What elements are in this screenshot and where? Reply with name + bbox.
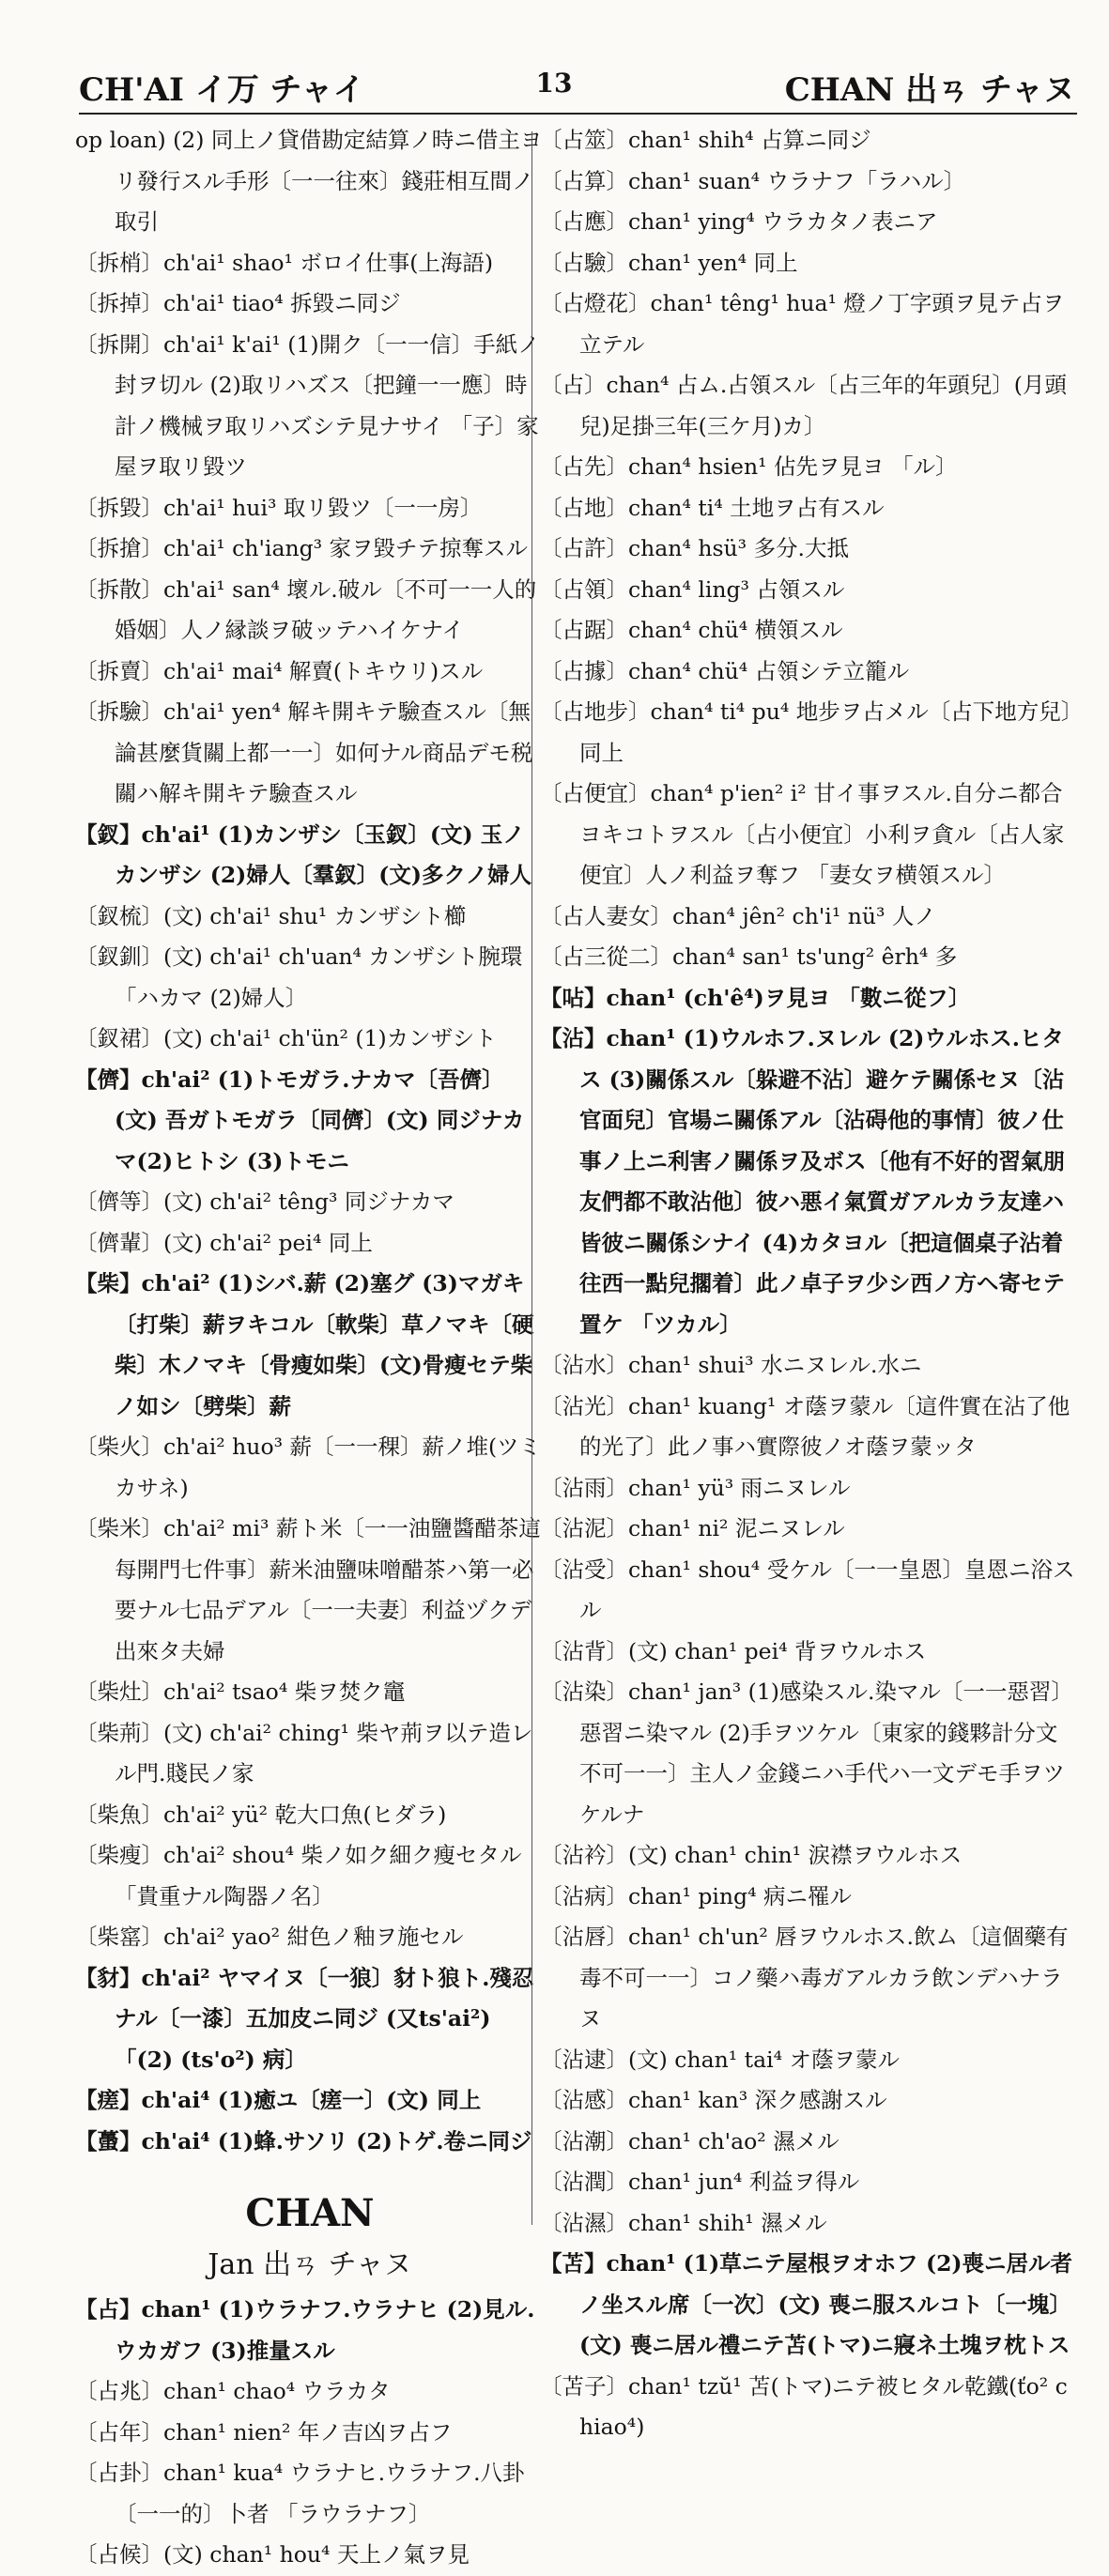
compound-entry: 〔儕等〕(文) ch'ai² têng³ 同ジナカマ xyxy=(75,1188,454,1215)
headword-entry: 【占】chan¹ (1)ウラナフ.ウラナヒ (2)見ル.ウカガフ (3)推量スル xyxy=(75,2296,535,2364)
compound-entry: 〔占驗〕chan¹ yen⁴ 同上 xyxy=(540,249,798,276)
compound-entry: 〔沾感〕chan¹ kan³ 深ク感謝スル xyxy=(540,2087,887,2113)
compound-entry: 〔沾泥〕chan¹ ni² 泥ニヌレル xyxy=(540,1515,845,1541)
right-column xyxy=(540,120,1077,2448)
compound-entry: 〔拆賣〕ch'ai¹ mai⁴ 解賣(トキウリ)スル xyxy=(75,657,484,684)
compound-entry: 〔苫子〕chan¹ tzŭ¹ 苫(トマ)ニテ被ヒタル乾鐵(ťo² chiao⁴) xyxy=(540,2372,1068,2440)
left-column xyxy=(75,120,545,2576)
headword-entry: 【瘥】ch'ai⁴ (1)癒ユ〔瘥一〕(文) 同上 xyxy=(75,2087,482,2113)
compound-entry: 〔占應〕chan¹ ying⁴ ウラカタノ表ニア xyxy=(540,208,938,235)
compound-entry: op loan) (2) 同上ノ貸借勘定結算ノ時ニ借主ヨリ發行スル手形〔一一往來〕錢莊相互間ノ取引 xyxy=(75,127,543,235)
compound-entry: 〔沾潮〕chan¹ ch'ao² 濕メル xyxy=(540,2127,839,2154)
headword-entry: 【沾】chan¹ (1)ウルホフ.ヌレル (2)ウルホス.ヒタス (3)關係スル〔躲避不沾〕避ケテ關係セヌ〔沾官面兒〕官場ニ關係アル〔沾碍他的事情〕彼ノ仕事ノ上ニ利害ノ關係ヲ及ボス〔他有不好的習氣朋友們都不敢沾他〕彼ハ悪イ氣質ガアルカラ友達ハ皆彼ニ關係シナイ (4)カタヨル〔把這個桌子沾着往西一點兒擱着〕此ノ卓子ヲ少シ西ノ方ヘ寄セテ置ケ 「ツカル〕 xyxy=(540,1025,1065,1338)
compound-entry: 〔占筮〕chan¹ shih⁴ 占算ニ同ジ xyxy=(540,127,871,153)
compound-entry: 〔柴荊〕(文) ch'ai² ching¹ 柴ヤ荊ヲ以テ造レル門.賤民ノ家 xyxy=(75,1719,533,1786)
left-entries-after xyxy=(75,2290,545,2576)
compound-entry: 〔柴瘦〕ch'ai² shou⁴ 柴ノ如ク細ク瘦セタル 「貴重ナル陶器ノ名〕 xyxy=(75,1842,522,1909)
compound-entry: 〔拆驗〕ch'ai¹ yen⁴ 解キ開キテ驗查スル〔無論甚麼貨關上都一一〕如何ナル商品デモ税關ハ解キ開キテ驗查スル xyxy=(75,698,533,806)
header-rule xyxy=(79,113,1077,115)
compound-entry: 〔占算〕chan¹ suan⁴ ウラナフ「ラハル〕 xyxy=(540,167,966,194)
compound-entry: 〔沾受〕chan¹ shou⁴ 受ケル〔一一皇恩〕皇恩ニ浴スル xyxy=(540,1556,1075,1623)
compound-entry: 〔拆開〕ch'ai¹ k'ai¹ (1)開ク〔一一信〕手紙ノ封ヲ切ル (2)取リハズス〔把鐘一一應〕時計ノ機械ヲ取リハズシテ見ナサイ 「子〕家屋ヲ取リ毀ツ xyxy=(75,330,540,480)
compound-entry: 〔占領〕chan⁴ ling³ 占領スル xyxy=(540,575,845,603)
compound-entry: 〔占據〕chan⁴ chü⁴ 占領シテ立籠ル xyxy=(540,657,910,684)
compound-entry: 〔占〕chan⁴ 占ム.占領スル〔占三年的年頭兒〕(月頭兒)足掛三年(三ケ月)カ〕 xyxy=(540,372,1067,439)
headword-entry: 【豺】ch'ai² ヤマイヌ〔一狼〕豺ト狼ト.殘忍ナル〔一漆〕五加皮ニ同ジ (又ts'ai²) 「(2) (ts'o²) 病〕 xyxy=(75,1964,534,2073)
headword-entry: 【柴】ch'ai² (1)シバ.薪 (2)塞グ (3)マガキ 〔打柴〕薪ヲキコル〔軟柴〕草ノマキ〔硬柴〕木ノマキ〔骨瘦如柴〕(文)骨瘦セテ柴ノ如シ〔劈柴〕薪 xyxy=(75,1270,534,1419)
compound-entry: 〔沾潤〕chan¹ jun⁴ 利益ヲ得ル xyxy=(540,2169,860,2195)
compound-entry: 〔沾光〕chan¹ kuang¹ オ蔭ヲ蒙ル〔這件實在沾了他的光了〕此ノ事ハ實際彼ノオ蔭ヲ蒙ッタ xyxy=(540,1392,1070,1460)
compound-entry: 〔沾染〕chan¹ jan³ (1)感染スル.染マル〔一一惡習〕惡習ニ染マル (2)手ヲツケル〔東家的錢夥計分文不可一一〕主人ノ金錢ニハ手代ハ一文デモ手ヲツケルナ xyxy=(540,1679,1073,1828)
headword-entry: 【儕】ch'ai² (1)トモガラ.ナカマ〔吾儕〕(文) 吾ガトモガラ〔同儕〕(文) 同ジナカマ(2)ヒトシ (3)トモニ xyxy=(75,1066,525,1174)
compound-entry: 〔沾雨〕chan¹ yü³ 雨ニヌレル xyxy=(540,1474,851,1501)
compound-entry: 〔占便宜〕chan⁴ p'ien² i² 甘イ事ヲスル.自分ニ都合ヨキコトヲスル〔占小便宜〕小利ヲ貪ル〔占人家便宜〕人ノ利益ヲ奪フ 「妻女ヲ横領スル〕 xyxy=(540,780,1065,888)
compound-entry: 〔沾背〕(文) chan¹ pei⁴ 背ヲウルホス xyxy=(540,1637,927,1664)
compound-entry: 〔柴米〕ch'ai² mi³ 薪ト米〔一一油鹽醬醋茶這每開門七件事〕薪米油鹽味噌醋茶ハ第一必要ナル七品デアル〔一一夫妻〕利益ヅクデ出來タ夫婦 xyxy=(75,1515,541,1664)
section-subtitle: Jan 出ㄢ チャヌ xyxy=(208,2248,412,2281)
column-divider xyxy=(531,131,532,2225)
compound-entry: 〔占兆〕chan¹ chao⁴ ウラカタ xyxy=(75,2378,391,2404)
compound-entry: 〔拆掉〕ch'ai¹ tiao⁴ 拆毀ニ同ジ xyxy=(75,290,401,316)
compound-entry: 〔釵釧〕(文) ch'ai¹ ch'uan⁴ カンザシト腕環 「ハカマ (2)婦人〕 xyxy=(75,943,523,1011)
compound-entry: 〔柴窰〕ch'ai² yao² 紺色ノ釉ヲ施セル xyxy=(75,1924,464,1950)
compound-entry: 〔沾病〕chan¹ ping⁴ 病ニ罹ル xyxy=(540,1882,852,1909)
compound-entry: 〔占許〕chan⁴ hsü³ 多分.大抵 xyxy=(540,535,850,561)
compound-entry: 〔沾逮〕(文) chan¹ tai⁴ オ蔭ヲ蒙ル xyxy=(540,2046,900,2073)
compound-entry: 〔柴火〕ch'ai² huo³ 薪〔一一稞〕薪ノ堆(ツミカサネ) xyxy=(75,1434,542,1501)
compound-entry: 〔柴灶〕ch'ai² tsao⁴ 柴ヲ焚ク竈 xyxy=(75,1679,406,1705)
page-number: 13 xyxy=(535,68,573,99)
compound-entry: 〔占三從二〕chan⁴ san¹ ts'ung² êrh⁴ 多 xyxy=(540,943,958,970)
compound-entry: 〔沾衿〕(文) chan¹ chin¹ 涙襟ヲウルホス xyxy=(540,1842,963,1868)
compound-entry: 〔占年〕chan¹ nien² 年ノ吉凶ヲ占フ xyxy=(75,2418,453,2446)
running-header-right: CHAN 出ㄢ チャヌ xyxy=(784,71,1075,109)
headword-entry: 【蠆】ch'ai⁴ (1)蜂.サソリ (2)トゲ.卷ニ同ジ xyxy=(75,2127,532,2154)
compound-entry: 〔拆毀〕ch'ai¹ hui³ 取リ毀ツ〔一一房〕 xyxy=(75,494,483,521)
compound-entry: 〔占地〕chan⁴ ti⁴ 土地ヲ占有スル xyxy=(540,494,885,521)
right-entries xyxy=(540,120,1077,2448)
headword-entry: 【苫】chan¹ (1)草ニテ屋根ヲオホフ (2)喪ニ居ル者ノ坐スル席〔一次〕(文) 喪ニ服スルコト〔一塊〕(文) 喪ニ居ル禮ニテ苫(トマ)ニ寢ネ土塊ヲ枕トス xyxy=(540,2250,1073,2358)
compound-entry: 〔釵梳〕(文) ch'ai¹ shu¹ カンザシト櫛 xyxy=(75,902,467,929)
compound-entry: 〔柴魚〕ch'ai² yü² 乾大口魚(ヒダラ) xyxy=(75,1801,447,1828)
compound-entry: 〔沾唇〕chan¹ ch'un² 唇ヲウルホス.飲ム〔這個藥有毒不可一一〕コノ藥ハ毒ガアルカラ飲ンデハナラヌ xyxy=(540,1924,1069,2032)
compound-entry: 〔占候〕(文) chan¹ hou⁴ 天上ノ氣ヲ見 xyxy=(75,2541,470,2568)
compound-entry: 〔占踞〕chan⁴ chü⁴ 横領スル xyxy=(540,617,843,643)
headword-entry: 【呫】chan¹ (ch'ê⁴)ヲ見ヨ 「數ニ從フ〕 xyxy=(540,984,971,1011)
compound-entry: 〔釵裙〕(文) ch'ai¹ ch'ün² (1)カンザシト xyxy=(75,1025,497,1051)
compound-entry: 〔占先〕chan⁴ hsien¹ 佔先ヲ見ヨ 「ル〕 xyxy=(540,453,958,480)
compound-entry: 〔拆梢〕ch'ai¹ shao¹ ボロイ仕事(上海語) xyxy=(75,249,494,276)
compound-entry: 〔占燈花〕chan¹ têng¹ hua¹ 燈ノ丁字頭ヲ見テ占ヲ立テル xyxy=(540,290,1065,358)
compound-entry: 〔占卦〕chan¹ kua⁴ ウラナヒ.ウラナフ.八卦〔一一的〕卜者 「ラウラナフ〕 xyxy=(75,2460,525,2527)
section-title: CHAN xyxy=(245,2191,375,2235)
compound-entry: 〔沾濕〕chan¹ shih¹ 濕メル xyxy=(540,2209,827,2236)
compound-entry: 〔占人妻女〕chan⁴ jên² ch'i¹ nü³ 人ノ xyxy=(540,902,936,929)
compound-entry: 〔沾水〕chan¹ shui³ 水ニヌレル.水ニ xyxy=(540,1352,922,1378)
headword-entry: 【釵】ch'ai¹ (1)カンザシ〔玉釵〕(文) 玉ノカンザシ (2)婦人〔羣釵〕(文)多クノ婦人 xyxy=(75,820,532,888)
compound-entry: 〔拆搶〕ch'ai¹ ch'iang³ 家ヲ毀チテ掠奪スル xyxy=(75,535,529,561)
compound-entry: 〔拆散〕ch'ai¹ san⁴ 壞ル.破ル〔不可一一人的婚姻〕人ノ縁談ヲ破ッテハイケナイ xyxy=(75,575,537,643)
compound-entry: 〔占地步〕chan⁴ ti⁴ pu⁴ 地步ヲ占メル〔占下地方兒〕同上 xyxy=(540,698,1072,766)
compound-entry: 〔儕輩〕(文) ch'ai² pei⁴ 同上 xyxy=(75,1229,373,1256)
left-entries xyxy=(75,120,545,2162)
running-header-left: CH'AI イ万 チャイ xyxy=(79,71,365,109)
